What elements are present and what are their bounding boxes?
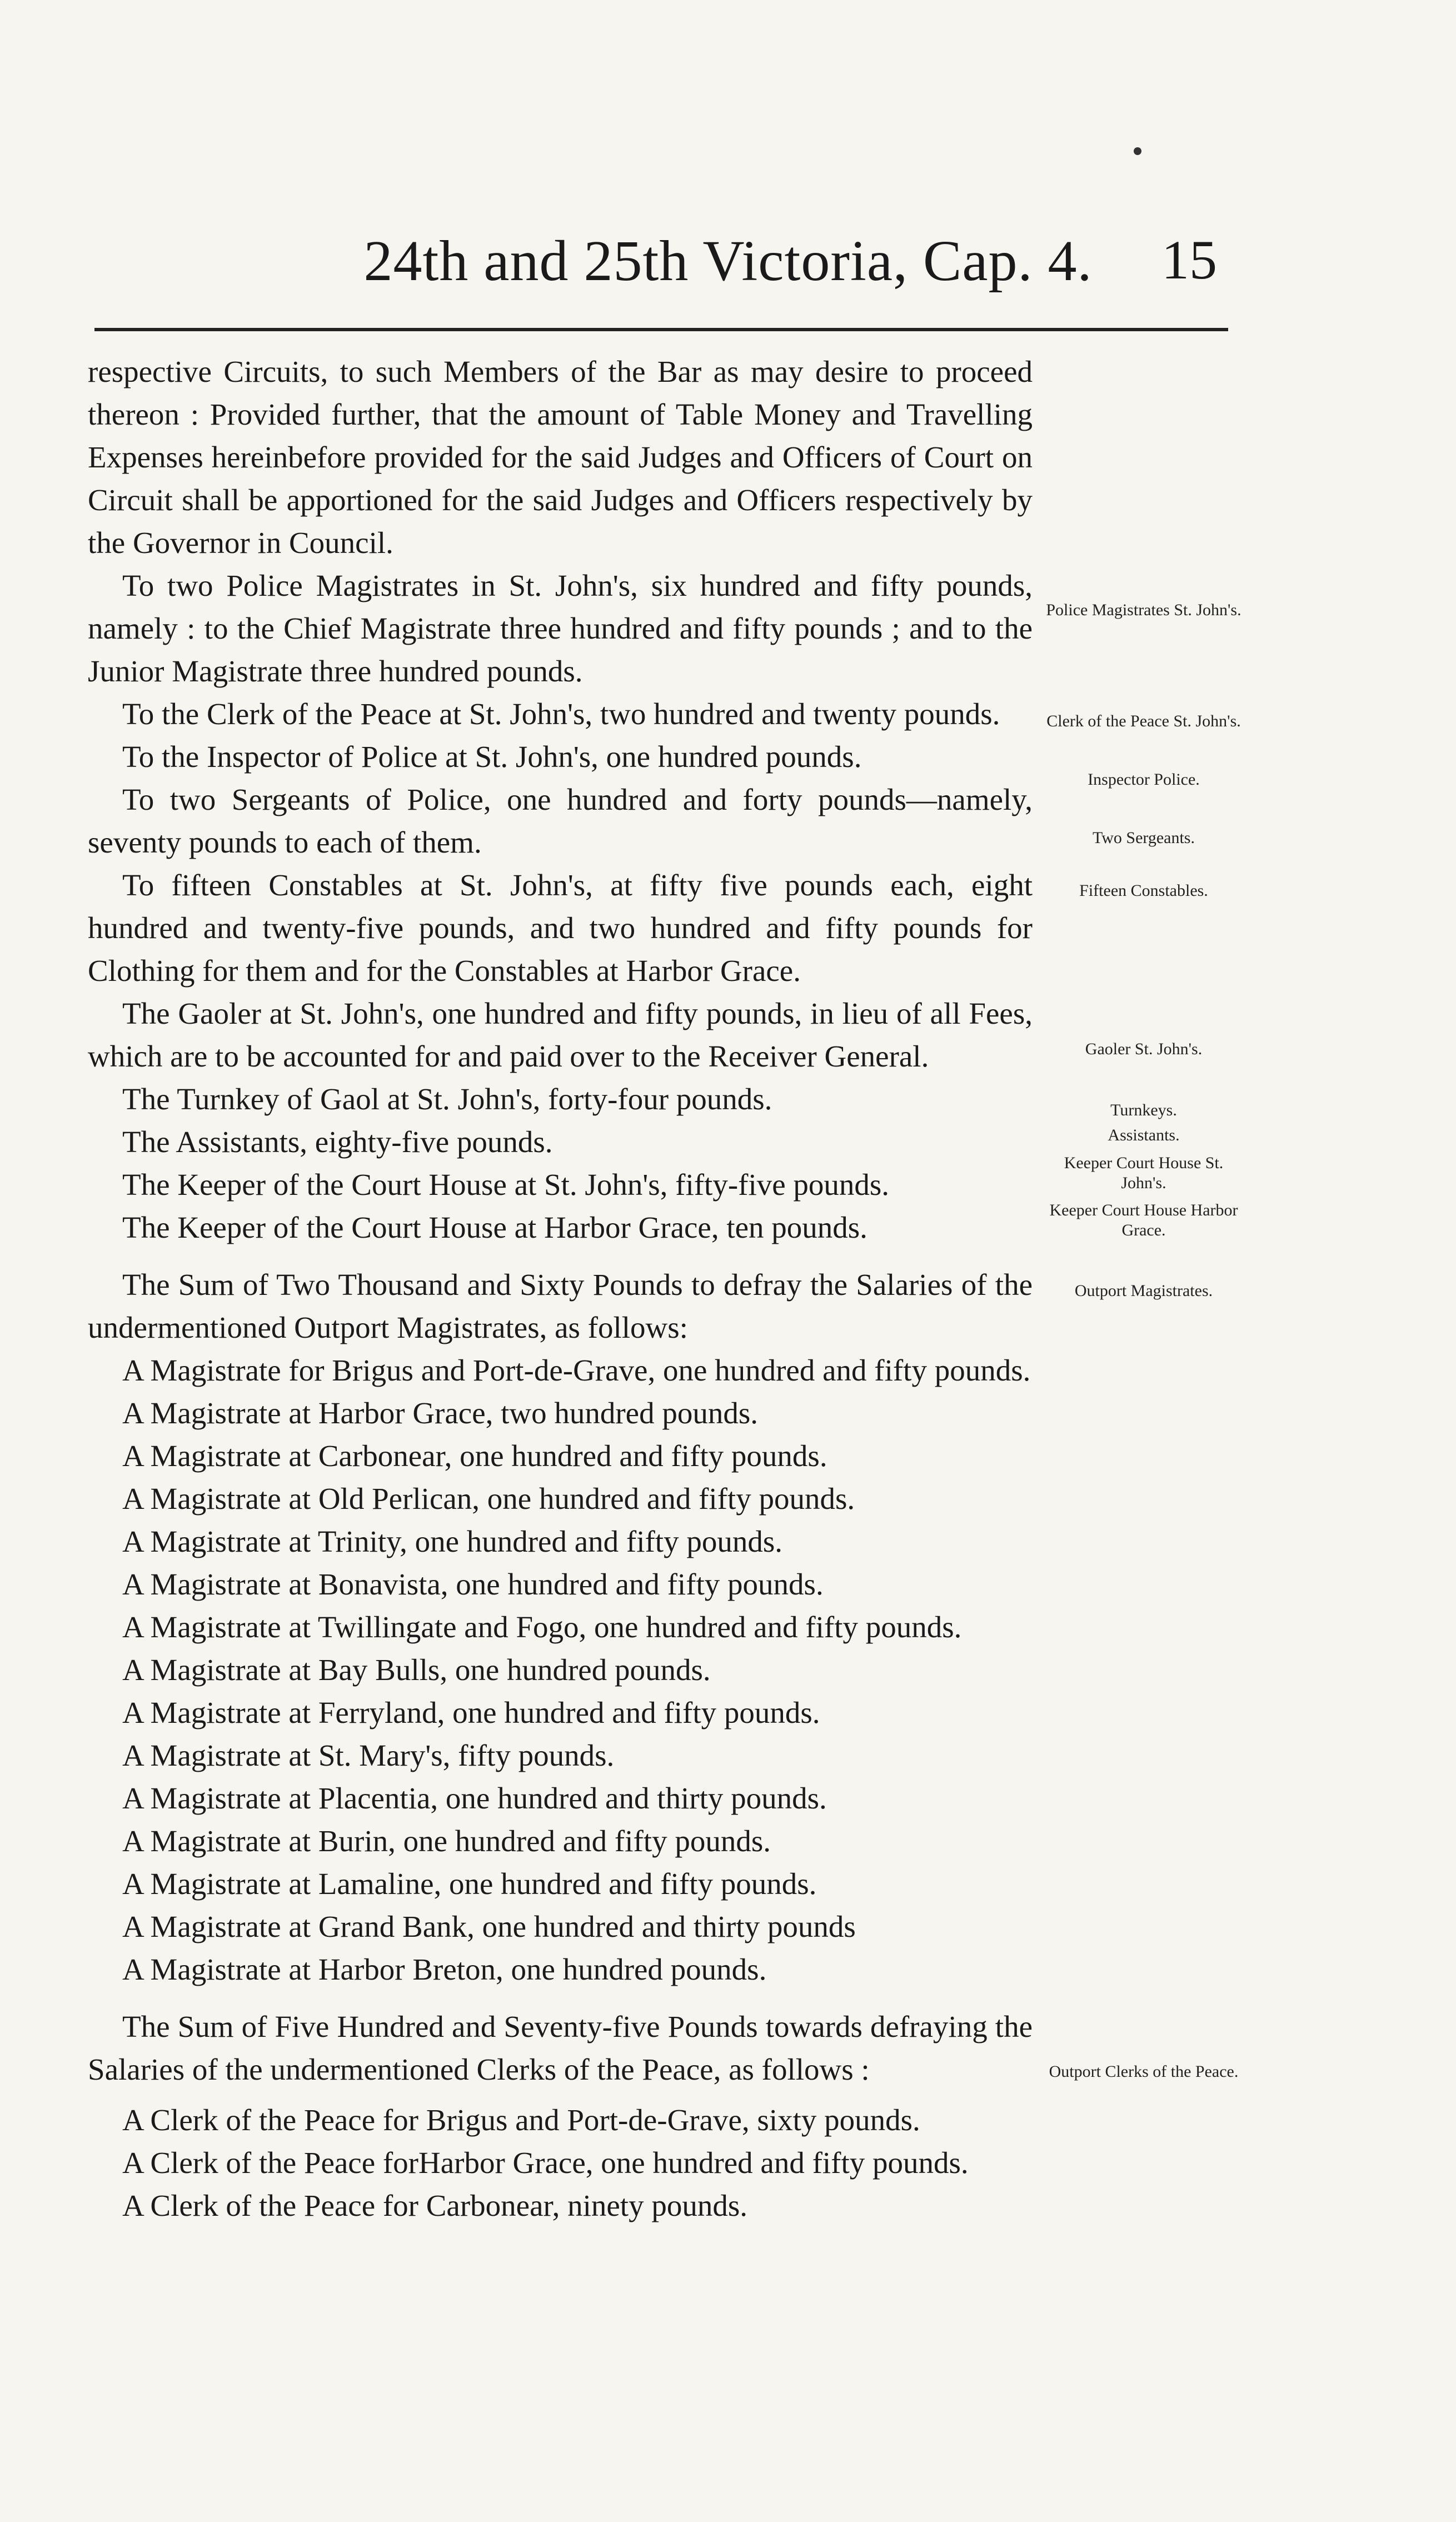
paragraph-police-magistrates: To two Police Magistrates in St. John's, six hundred and fifty pounds, namely : to the Chief Magistrate three hundred and fifty pounds ; and to the Junior Magistrate three hundred pounds.: [88, 569, 1033, 688]
paragraph-circuits: respective Circuits, to such Members of the Bar as may desire to proceed thereon : Provided further, that the amount of Table Money and Travelling Expenses hereinbefore provided for the said Judges and Officers of Court on Circuit shall be apportioned for the said Judges and Officers respectively by the Governor in Council.: [88, 355, 1033, 560]
list-item: A Magistrate at Ferryland, one hundred and fifty pounds.: [122, 1696, 820, 1729]
list-item: A Magistrate at Trinity, one hundred and fifty pounds.: [122, 1524, 782, 1558]
margin-note-assistants: Assistants.: [1108, 1126, 1180, 1144]
list-item: A Clerk of the Peace for Carbonear, ninety pounds.: [122, 2189, 747, 2222]
paragraph-assistants: The Assistants, eighty-five pounds.: [122, 1125, 553, 1159]
margin-note-constables: Fifteen Constables.: [1079, 881, 1208, 900]
ink-speck: [1134, 147, 1141, 155]
margin-note-outport-magistrates: Outport Magistrates.: [1074, 1282, 1213, 1300]
paragraph-turnkey: The Turnkey of Gaol at St. John's, forty-four pounds.: [122, 1082, 772, 1116]
paragraph-keeper-st-johns: The Keeper of the Court House at St. John's, fifty-five pounds.: [122, 1168, 890, 1202]
list-item: A Magistrate at Twillingate and Fogo, one hundred and fifty pounds.: [122, 1610, 962, 1644]
margin-note-sergeants: Two Sergeants.: [1093, 829, 1195, 847]
page-number: 15: [1161, 229, 1217, 291]
list-item: A Magistrate for Brigus and Port-de-Grave, one hundred and fifty pounds.: [122, 1353, 1031, 1387]
paragraph-clerk-peace: To the Clerk of the Peace at St. John's, two hundred and twenty pounds.: [122, 697, 1000, 731]
running-title: 24th and 25th Victoria, Cap. 4.: [363, 229, 1093, 293]
list-item: A Magistrate at Lamaline, one hundred and fifty pounds.: [122, 1867, 817, 1901]
header-rule: [94, 328, 1228, 331]
list-item: A Magistrate at Bay Bulls, one hundred pounds.: [122, 1653, 711, 1687]
margin-note-gaoler: Gaoler St. John's.: [1085, 1040, 1203, 1058]
margin-note-turnkeys: Turnkeys.: [1110, 1101, 1177, 1119]
list-item: A Magistrate at Grand Bank, one hundred and thirty pounds: [122, 1910, 856, 1943]
magistrate-list: [88, 1349, 1033, 1991]
paragraph-sergeants: To two Sergeants of Police, one hundred and forty pounds—namely, seventy pounds to each of them.: [88, 782, 1033, 859]
running-header: [0, 217, 1456, 306]
margin-note-outport-clerks: Outport Clerks of the Peace.: [1049, 2062, 1239, 2081]
margin-note-inspector: Inspector Police.: [1088, 770, 1200, 789]
list-item: A Magistrate at Harbor Grace, two hundred pounds.: [122, 1396, 758, 1430]
paragraph-outport-magistrates: The Sum of Two Thousand and Sixty Pounds to defray the Salaries of the undermentioned Outport Magistrates, as follows:: [88, 1268, 1033, 1344]
paragraph-inspector: To the Inspector of Police at St. John's, one hundred pounds.: [122, 740, 862, 774]
clerk-list: [88, 2099, 1033, 2227]
list-item: A Clerk of the Peace for Brigus and Port-de-Grave, sixty pounds.: [122, 2103, 920, 2137]
list-item: A Magistrate at Carbonear, one hundred and fifty pounds.: [122, 1439, 827, 1473]
list-item: A Magistrate at Burin, one hundred and fifty pounds.: [122, 1824, 771, 1858]
paragraph-outport-clerks: The Sum of Five Hundred and Seventy-five Pounds towards defraying the Salaries of the undermentioned Clerks of the Peace, as follows :: [88, 2010, 1033, 2086]
paragraph-keeper-harbor-grace: The Keeper of the Court House at Harbor Grace, ten pounds.: [122, 1210, 867, 1244]
list-item: A Magistrate at Bonavista, one hundred and fifty pounds.: [122, 1567, 824, 1601]
list-item: A Magistrate at St. Mary's, fifty pounds.: [122, 1738, 615, 1772]
margin-note-keeper-harbor-grace: Keeper Court House Harbor Grace.: [1049, 1201, 1238, 1239]
margin-note-keeper-st-johns: Keeper Court House St. John's.: [1064, 1154, 1224, 1192]
margin-note-clerk-peace: Clerk of the Peace St. John's.: [1046, 712, 1241, 730]
paragraph-gaoler: The Gaoler at St. John's, one hundred and fifty pounds, in lieu of all Fees, which are to be accounted for and paid over to the Receiver General.: [88, 996, 1033, 1073]
list-item: A Magistrate at Old Perlican, one hundred and fifty pounds.: [122, 1482, 855, 1516]
list-item: A Magistrate at Harbor Breton, one hundred pounds.: [122, 1952, 767, 1986]
paragraph-constables: To fifteen Constables at St. John's, at fifty five pounds each, eight hundred and twenty-five pounds, and two hundred and fifty pounds for Clothing for them and for the Constables at Harbor Grace.: [88, 868, 1033, 988]
list-item: A Clerk of the Peace forHarbor Grace, one hundred and fifty pounds.: [122, 2146, 969, 2180]
body-text: [88, 350, 1033, 2227]
list-item: A Magistrate at Placentia, one hundred and thirty pounds.: [122, 1781, 827, 1815]
margin-note-police-magistrates: Police Magistrates St. John's.: [1046, 601, 1241, 619]
